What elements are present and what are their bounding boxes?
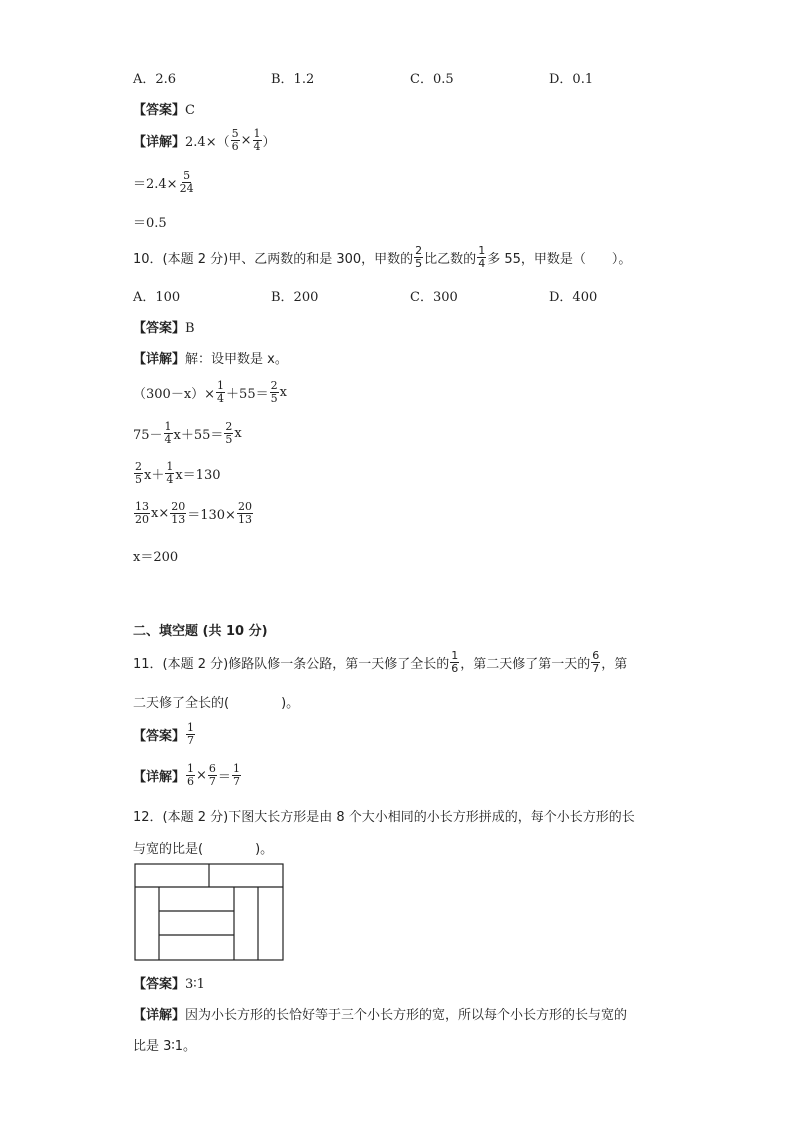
q9-option-b: B．1.2 <box>271 72 315 87</box>
q11-stem-line2: 二天修了全长的( )。 <box>133 696 300 711</box>
fraction: $\frac{2}{5}$ <box>415 244 423 270</box>
q10-option-a: A．100 <box>133 290 181 305</box>
q10-stem: 10．(本题 2 分)甲、乙两数的和是 300，甲数的 $\frac{2}{5}$ 比乙数的 $\frac{1}{4}$ 多 55，甲数是（ ）。 <box>133 244 632 270</box>
q9-detail-line2: ＝2.4× $\frac{5}{24}$ <box>133 169 194 195</box>
q11-detail: 【详解】 $\frac{1}{6}$ × $\frac{6}{7}$ ＝ $\frac{1}{7}$ <box>133 762 240 788</box>
fraction: $\frac{13}{20}$ <box>135 500 149 526</box>
fraction: $\frac{1}{7}$ <box>187 721 195 747</box>
fraction: $\frac{1}{4}$ <box>217 379 225 405</box>
q9-detail-line3: ＝0.5 <box>133 216 167 231</box>
q10-eq2: 75－ $\frac{1}{4}$ x＋55＝ $\frac{2}{5}$ x <box>133 420 242 446</box>
fraction: $\frac{1}{6}$ <box>451 649 459 675</box>
q10-eq1: （300－x）× $\frac{1}{4}$ ＋55＝ $\frac{2}{5}$ x <box>133 379 287 405</box>
q10-option-d: D．400 <box>549 290 598 305</box>
q12-detail-line1: 【详解】因为小长方形的长恰好等于三个小长方形的宽，所以每个小长方形的长与宽的 <box>133 1008 628 1023</box>
fraction: $\frac{2}{5}$ <box>135 460 142 486</box>
q12-stem-line1: 12．(本题 2 分)下图大长方形是由 8 个大小相同的小长方形拼成的，每个小长方形的长 <box>133 810 635 825</box>
q10-eq5: x＝200 <box>133 550 179 565</box>
fraction: $\frac{5}{24}$ <box>179 169 194 195</box>
fraction: $\frac{20}{13}$ <box>237 500 252 526</box>
q10-answer: 【答案】B <box>133 321 195 336</box>
fraction: $\frac{6}{7}$ <box>592 649 600 675</box>
q11-answer: 【答案】 $\frac{1}{7}$ <box>133 721 195 747</box>
q11-stem-line1: 11．(本题 2 分)修路队修一条公路，第一天修了全长的 $\frac{1}{6}$ ，第二天修了第一天的 $\frac{6}{7}$ ，第 <box>133 649 628 675</box>
q12-stem-line2: 与宽的比是( )。 <box>133 842 274 857</box>
q9-option-d: D．0.1 <box>549 72 594 87</box>
fraction: $\frac{1}{7}$ <box>232 762 240 788</box>
fraction: $\frac{1}{6}$ <box>187 762 195 788</box>
q9-option-a: A．2.6 <box>133 72 177 87</box>
fraction: $\frac{1}{4}$ <box>166 460 174 486</box>
fraction: $\frac{1}{4}$ <box>164 420 172 446</box>
q9-answer: 【答案】C <box>133 103 195 118</box>
fraction: $\frac{20}{13}$ <box>171 500 186 526</box>
fraction: $\frac{1}{4}$ <box>478 244 486 270</box>
q10-option-b: B．200 <box>271 290 319 305</box>
fraction: $\frac{5}{6}$ <box>231 127 239 153</box>
q12-detail-line2: 比是 3∶1。 <box>133 1039 197 1054</box>
q12-answer: 【答案】3∶1 <box>133 977 205 992</box>
q10-detail: 【详解】解：设甲数是 x。 <box>133 352 288 367</box>
q9-detail-line1: 【详解】 2.4×（ $\frac{5}{6}$ × $\frac{1}{4}$ ） <box>133 127 276 153</box>
q10-option-c: C．300 <box>410 290 458 305</box>
rectangle-diagram <box>134 863 284 961</box>
q10-eq4: $\frac{13}{20}$ x× $\frac{20}{13}$ ＝130× $\frac{20}{13}$ <box>135 500 252 526</box>
q9-option-c: C．0.5 <box>410 72 454 87</box>
fraction: $\frac{2}{5}$ <box>225 420 233 446</box>
q10-eq3: $\frac{2}{5}$ x＋ $\frac{1}{4}$ x＝130 <box>135 460 221 486</box>
fraction: $\frac{1}{4}$ <box>253 127 261 153</box>
fraction: $\frac{6}{7}$ <box>208 762 216 788</box>
section-title: 二、填空题 (共 10 分) <box>133 624 268 639</box>
fraction: $\frac{2}{5}$ <box>270 379 278 405</box>
